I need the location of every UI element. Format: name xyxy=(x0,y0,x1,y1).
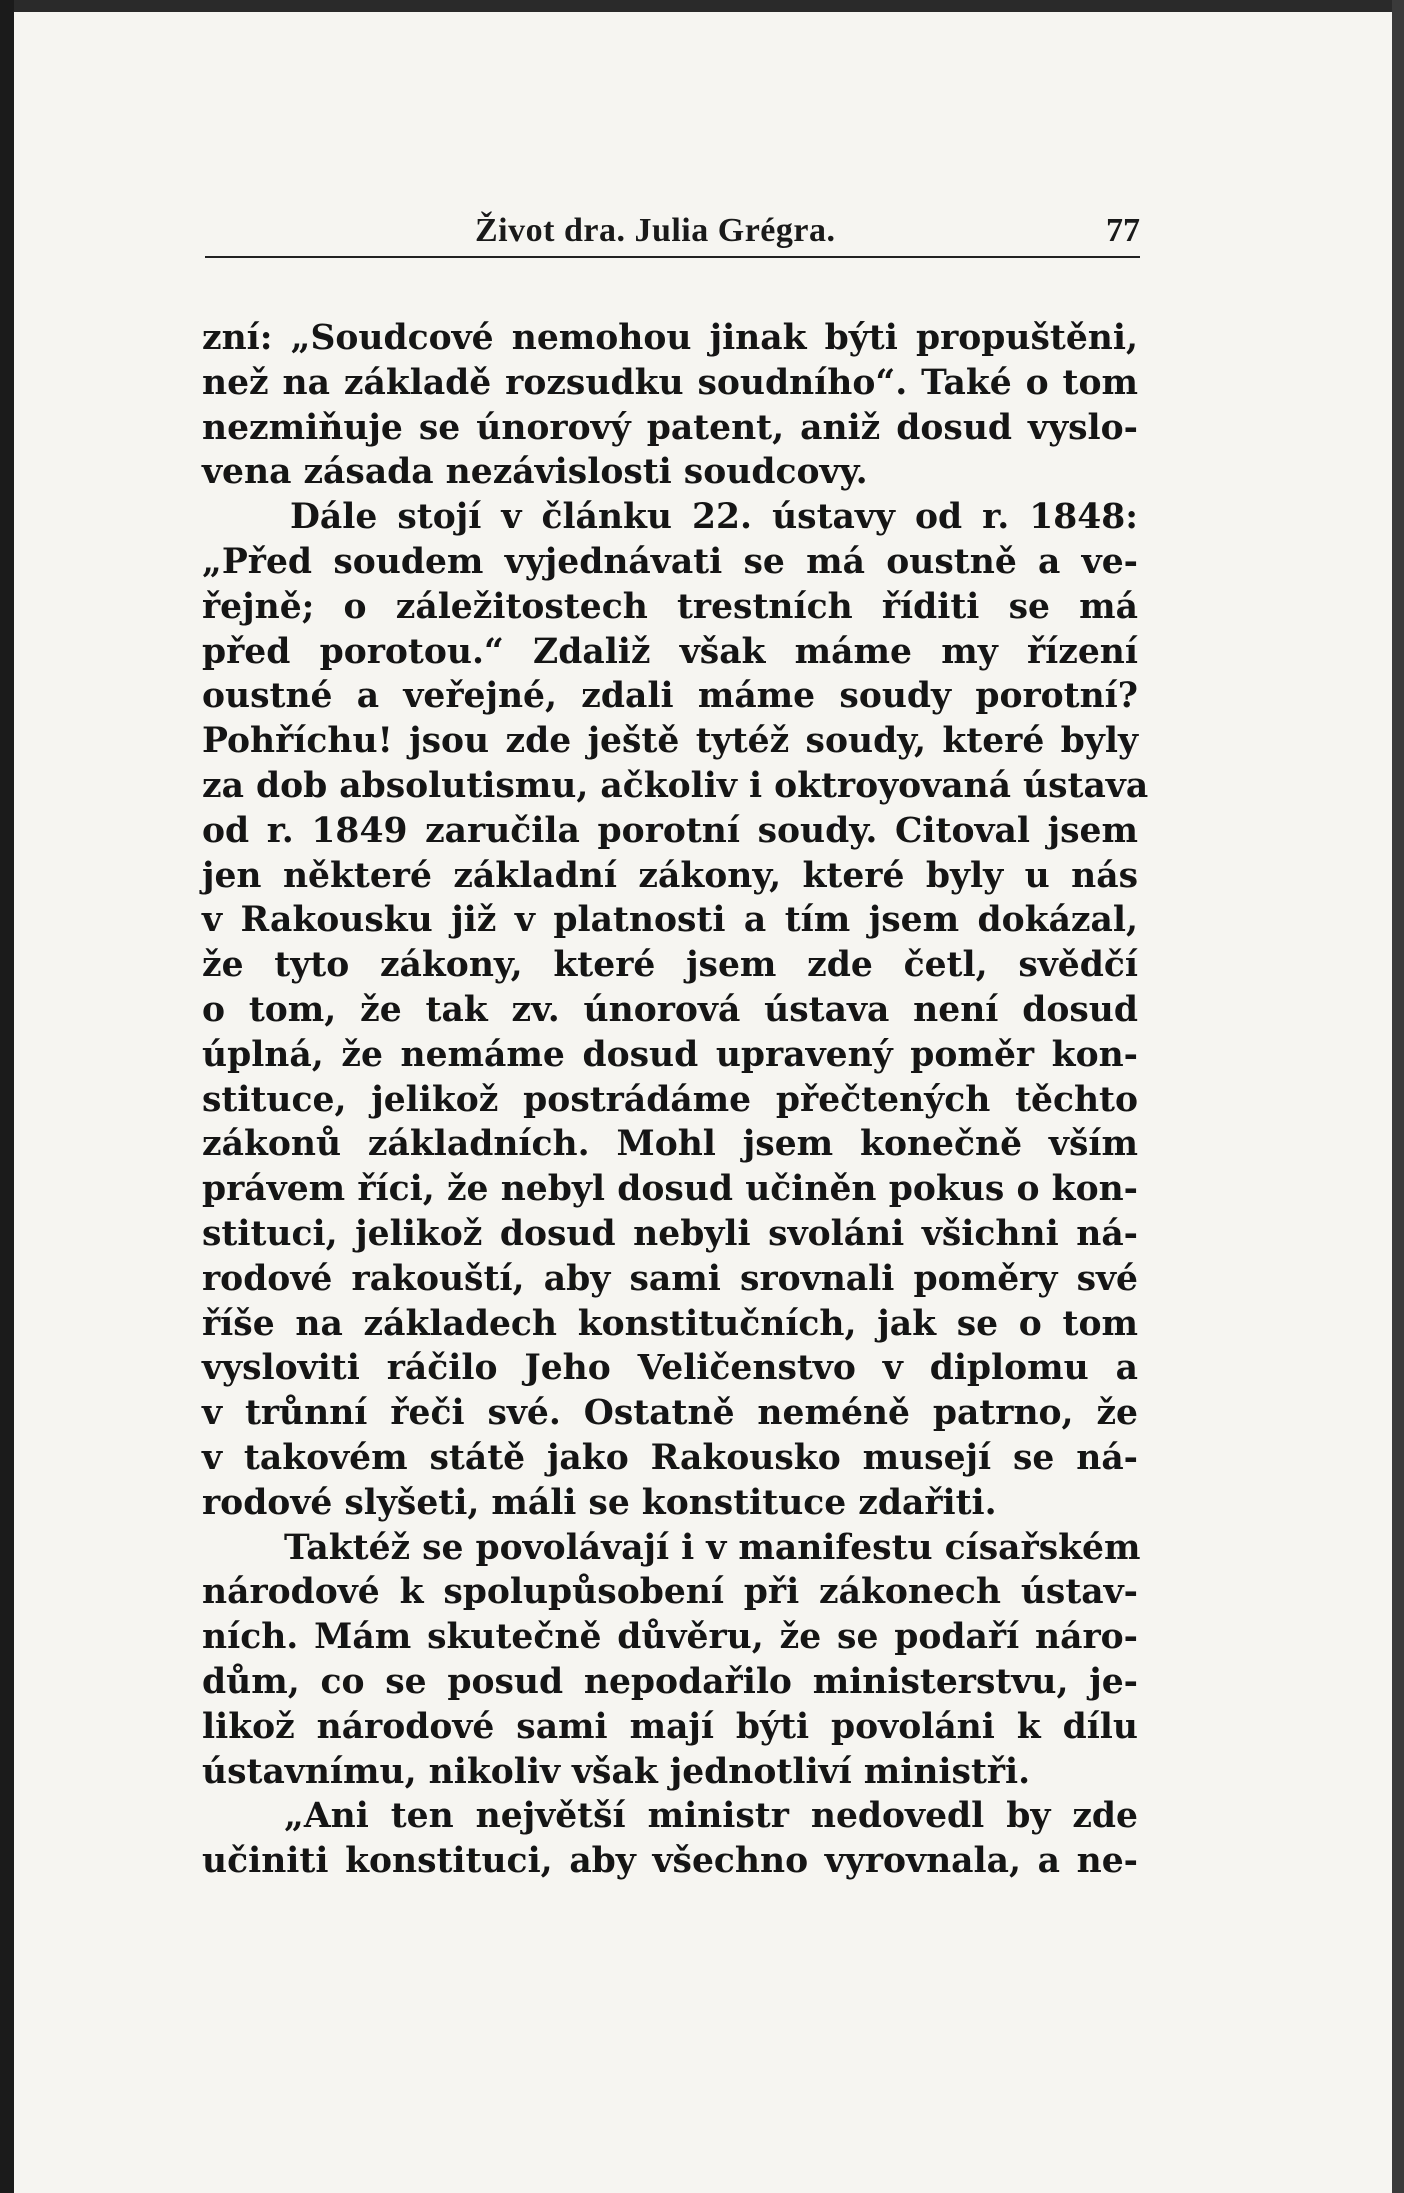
text-line: zní: „Soudcové nemohou jinak býti propuštěni, xyxy=(202,318,1138,358)
text-line: dům, co se posud nepodařilo ministerstvu, je- xyxy=(202,1661,1138,1702)
text-line: „Ani ten největší ministr nedovedl by zde xyxy=(284,1796,1138,1837)
text-line: Pohříchu! jsou zde ještě tytéž soudy, které byly xyxy=(202,721,1138,762)
text-line: za dob absolutismu, ačkoliv i oktroyovaná ústava xyxy=(202,765,1149,806)
scan-border-left xyxy=(0,0,14,2193)
text-line: právem říci, že nebyl dosud učiněn pokus o kon- xyxy=(202,1169,1138,1210)
text-line: o tom, že tak zv. únorová ústava není dosud xyxy=(202,989,1138,1030)
text-line: v takovém státě jako Rakousko musejí se ná- xyxy=(202,1437,1138,1478)
text-line: stituci, jelikož dosud nebyli svoláni všichni ná- xyxy=(202,1213,1138,1254)
running-header xyxy=(205,196,1140,258)
text-line: oustné a veřejné, zdali máme soudy porotní? xyxy=(202,676,1138,717)
text-line: vena zásada nezávislosti soudcovy. xyxy=(202,452,868,493)
text-line: učiniti konstituci, aby všechno vyrovnala, a ne- xyxy=(202,1841,1138,1882)
text-line: rodové rakouští, aby sami srovnali poměry své xyxy=(202,1258,1138,1299)
text-line: národové k spolupůsobení při zákonech ústav- xyxy=(202,1572,1138,1613)
text-line: že tyto zákony, které jsem zde četl, svědčí xyxy=(202,945,1138,986)
text-line: ních. Mám skutečně důvěru, že se podaří náro- xyxy=(202,1617,1138,1658)
running-title: Život dra. Julia Grégra. xyxy=(475,212,836,249)
text-line: Taktéž se povolávají i v manifestu císařském xyxy=(284,1527,1141,1568)
text-line: říše na základech konstitučních, jak se o tom xyxy=(202,1303,1138,1344)
scan-border-right xyxy=(1392,0,1404,2193)
text-line: úplná, že nemáme dosud upravený poměr kon- xyxy=(202,1034,1138,1075)
body-text xyxy=(202,316,1149,1884)
text-line: rodové slyšeti, máli se konstituce zdařiti. xyxy=(202,1482,997,1523)
text-line: Dále stojí v článku 22. ústavy od r. 1848: xyxy=(290,497,1138,538)
text-line: stituce, jelikož postrádáme přečtených těchto xyxy=(202,1079,1138,1120)
scan-border-top xyxy=(0,0,1404,12)
text-line: ústavnímu, nikoliv však jednotliví ministři. xyxy=(202,1751,1031,1792)
text-line: zákonů základních. Mohl jsem konečně vším xyxy=(202,1124,1138,1165)
text-line: v Rakousku již v platnosti a tím jsem dokázal, xyxy=(202,900,1138,941)
text-line: v trůnní řeči své. Ostatně neméně patrno, že xyxy=(202,1393,1138,1434)
text-line: likož národové sami mají býti povoláni k dílu xyxy=(202,1706,1138,1747)
text-line: vysloviti ráčilo Jeho Veličenstvo v diplomu a xyxy=(202,1348,1138,1389)
text-line: než na základě rozsudku soudního“. Také o tom xyxy=(202,362,1138,403)
text-line: nezmiňuje se únorový patent, aniž dosud vyslo- xyxy=(202,407,1138,448)
page-number: 77 xyxy=(1106,212,1140,249)
text-line: „Před soudem vyjednávati se má oustně a ve- xyxy=(202,541,1138,582)
text-line: od r. 1849 zaručila porotní soudy. Citoval jsem xyxy=(202,810,1138,851)
text-line: před porotou.“ Zdaliž však máme my řízení xyxy=(202,631,1138,672)
text-line: jen některé základní zákony, které byly u nás xyxy=(202,855,1138,896)
text-line: řejně; o záležitostech trestních říditi se má xyxy=(202,586,1138,627)
